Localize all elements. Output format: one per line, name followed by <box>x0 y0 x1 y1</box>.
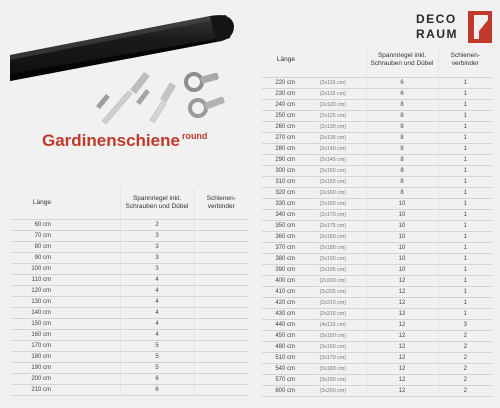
cell-split: (4x110 cm) <box>300 319 366 330</box>
cell-brackets: 8 <box>366 176 438 187</box>
cell-brackets: 12 <box>366 352 438 363</box>
cell-length: 290 cm <box>262 154 300 165</box>
table-row <box>262 198 492 209</box>
cell-length: 510 cm <box>262 352 300 363</box>
cell-length: 410 cm <box>262 286 300 297</box>
cell-connectors: 2 <box>438 341 492 352</box>
cell-length: 310 cm <box>262 176 300 187</box>
cell-split: (2x190 cm) <box>300 253 366 264</box>
cell-split: (2x200 cm) <box>300 275 366 286</box>
cell-length: 570 cm <box>262 374 300 385</box>
cell-connectors: 1 <box>438 154 492 165</box>
table-row <box>262 110 492 121</box>
cell-split: (2x110 cm) <box>300 77 366 88</box>
cell-brackets: 8 <box>366 154 438 165</box>
table-row <box>12 252 248 263</box>
cell-split <box>56 285 120 296</box>
cell-split <box>56 318 120 329</box>
cell-split: (2x120 cm) <box>300 99 366 110</box>
cell-split: (2x135 cm) <box>300 132 366 143</box>
table-row <box>262 264 492 275</box>
cell-length: 360 cm <box>262 231 300 242</box>
cell-split: (2x195 cm) <box>300 264 366 275</box>
cell-length: 450 cm <box>262 330 300 341</box>
cell-brackets: 4 <box>120 296 194 307</box>
column-header-connectors: Schienen-verbinder <box>194 187 248 219</box>
cell-brackets: 8 <box>366 110 438 121</box>
cell-length: 320 cm <box>262 187 300 198</box>
cell-split <box>56 307 120 318</box>
table-row <box>12 340 248 351</box>
cell-split: (2x115 cm) <box>300 88 366 99</box>
column-header-brackets: Spannriegel inkl. Schrauben und Dübel <box>366 44 438 77</box>
cell-brackets: 12 <box>366 385 438 396</box>
cell-brackets: 10 <box>366 220 438 231</box>
cell-connectors: 1 <box>438 275 492 286</box>
cell-connectors: 1 <box>438 143 492 154</box>
cell-length: 390 cm <box>262 264 300 275</box>
cell-connectors: 1 <box>438 110 492 121</box>
cell-split: (2x215 cm) <box>300 308 366 319</box>
table-row <box>12 329 248 340</box>
cell-brackets: 2 <box>120 219 194 230</box>
cell-connectors <box>194 263 248 274</box>
cell-connectors: 1 <box>438 231 492 242</box>
cell-connectors: 1 <box>438 264 492 275</box>
table-row <box>12 307 248 318</box>
cell-brackets: 12 <box>366 286 438 297</box>
cell-connectors <box>194 318 248 329</box>
table-row <box>262 132 492 143</box>
cell-split: (2x130 cm) <box>300 121 366 132</box>
cell-connectors <box>194 230 248 241</box>
cell-split: (2x160 cm) <box>300 187 366 198</box>
table-row <box>262 253 492 264</box>
column-header-spacer <box>56 187 120 219</box>
cell-length: 250 cm <box>262 110 300 121</box>
cell-length: 420 cm <box>262 297 300 308</box>
cell-brackets: 12 <box>366 363 438 374</box>
mounting-bracket-icon <box>190 96 225 116</box>
table-row <box>12 263 248 274</box>
cell-brackets: 10 <box>366 264 438 275</box>
table-header-row <box>262 44 492 77</box>
table-row <box>262 319 492 330</box>
cell-length: 210 cm <box>12 384 56 395</box>
cell-brackets: 12 <box>366 374 438 385</box>
table-row <box>12 219 248 230</box>
cell-split <box>56 373 120 384</box>
cell-length: 260 cm <box>262 121 300 132</box>
cell-split: (2x145 cm) <box>300 154 366 165</box>
mounting-bracket-icon <box>186 72 219 90</box>
cell-split: (2x185 cm) <box>300 242 366 253</box>
cell-brackets: 3 <box>120 263 194 274</box>
cell-connectors: 1 <box>438 176 492 187</box>
column-header-length: Länge <box>12 187 56 219</box>
cell-length: 340 cm <box>262 209 300 220</box>
cell-brackets: 4 <box>120 285 194 296</box>
cell-length: 370 cm <box>262 242 300 253</box>
table-row <box>12 318 248 329</box>
cell-connectors <box>194 329 248 340</box>
table-row <box>262 330 492 341</box>
cell-length: 330 cm <box>262 198 300 209</box>
cell-length: 180 cm <box>12 351 56 362</box>
cell-length: 440 cm <box>262 319 300 330</box>
cell-connectors <box>194 340 248 351</box>
table-row <box>262 242 492 253</box>
cell-split <box>56 274 120 285</box>
cell-connectors <box>194 219 248 230</box>
cell-connectors: 1 <box>438 88 492 99</box>
cell-brackets: 4 <box>120 329 194 340</box>
cell-connectors: 1 <box>438 242 492 253</box>
cell-brackets: 12 <box>366 308 438 319</box>
column-header-brackets: Spannriegel inkl. Schrauben und Dübel <box>120 187 194 219</box>
cell-brackets: 8 <box>366 165 438 176</box>
cell-connectors <box>194 296 248 307</box>
cell-brackets: 8 <box>366 99 438 110</box>
cell-split: (2x210 cm) <box>300 297 366 308</box>
cell-connectors <box>194 274 248 285</box>
cell-length: 230 cm <box>262 88 300 99</box>
cell-connectors: 1 <box>438 198 492 209</box>
table-row <box>262 176 492 187</box>
cell-connectors: 1 <box>438 297 492 308</box>
cell-split <box>56 252 120 263</box>
cell-connectors: 1 <box>438 77 492 88</box>
cell-brackets: 10 <box>366 253 438 264</box>
table-row <box>12 351 248 362</box>
cell-length: 270 cm <box>262 132 300 143</box>
cell-length: 70 cm <box>12 230 56 241</box>
table-row <box>12 384 248 395</box>
cell-connectors: 2 <box>438 363 492 374</box>
table-row <box>12 285 248 296</box>
cell-split: (2x170 cm) <box>300 209 366 220</box>
table-row <box>262 209 492 220</box>
cell-connectors <box>194 307 248 318</box>
table-row <box>262 297 492 308</box>
column-header-length: Länge <box>262 44 300 77</box>
cell-connectors: 2 <box>438 374 492 385</box>
curtain-rail-image <box>10 8 258 136</box>
table-row <box>262 286 492 297</box>
length-table-short <box>12 187 248 396</box>
cell-split: (3x160 cm) <box>300 341 366 352</box>
cell-split <box>56 329 120 340</box>
product-photo <box>10 8 258 136</box>
cell-connectors: 1 <box>438 165 492 176</box>
cell-connectors: 2 <box>438 385 492 396</box>
cell-length: 480 cm <box>262 341 300 352</box>
table-row <box>262 374 492 385</box>
cell-connectors: 1 <box>438 209 492 220</box>
cell-length: 110 cm <box>12 274 56 285</box>
cell-split: (2x165 cm) <box>300 198 366 209</box>
cell-split: (3x180 cm) <box>300 363 366 374</box>
table-row <box>262 275 492 286</box>
length-table-long <box>262 44 492 397</box>
cell-length: 350 cm <box>262 220 300 231</box>
cell-brackets: 3 <box>120 230 194 241</box>
cell-length: 120 cm <box>12 285 56 296</box>
cell-brackets: 4 <box>120 307 194 318</box>
cell-length: 150 cm <box>12 318 56 329</box>
cell-length: 130 cm <box>12 296 56 307</box>
cell-connectors: 1 <box>438 308 492 319</box>
cell-brackets: 5 <box>120 340 194 351</box>
table-row <box>262 99 492 110</box>
product-name: Gardinenschiene <box>42 131 180 150</box>
cell-brackets: 10 <box>366 231 438 242</box>
cell-brackets: 12 <box>366 341 438 352</box>
cell-brackets: 12 <box>366 319 438 330</box>
cell-split: (2x175 cm) <box>300 220 366 231</box>
cell-connectors: 1 <box>438 253 492 264</box>
cell-brackets: 12 <box>366 275 438 286</box>
cell-brackets: 4 <box>120 318 194 329</box>
cell-split <box>56 263 120 274</box>
cell-split <box>56 384 120 395</box>
table-row <box>262 363 492 374</box>
cell-connectors: 1 <box>438 220 492 231</box>
table-header-row <box>12 187 248 219</box>
cell-brackets: 10 <box>366 198 438 209</box>
cell-length: 60 cm <box>12 219 56 230</box>
table-row <box>12 274 248 285</box>
cell-length: 90 cm <box>12 252 56 263</box>
cell-connectors <box>194 252 248 263</box>
cell-brackets: 8 <box>366 121 438 132</box>
cell-brackets: 5 <box>120 351 194 362</box>
cell-split: (3x150 cm) <box>300 330 366 341</box>
cell-length: 170 cm <box>12 340 56 351</box>
cell-length: 300 cm <box>262 165 300 176</box>
product-title <box>42 131 207 151</box>
column-header-spacer <box>300 44 366 77</box>
table-row <box>262 220 492 231</box>
cell-length: 430 cm <box>262 308 300 319</box>
table-row <box>12 296 248 307</box>
table-row <box>262 143 492 154</box>
table-row <box>262 231 492 242</box>
cell-length: 540 cm <box>262 363 300 374</box>
cell-split <box>56 219 120 230</box>
table-row <box>262 187 492 198</box>
cell-connectors: 1 <box>438 121 492 132</box>
column-header-connectors: Schienen-verbinder <box>438 44 492 77</box>
cell-split: (2x125 cm) <box>300 110 366 121</box>
logo-line-1: DECO <box>416 12 457 26</box>
cell-split: (3x170 cm) <box>300 352 366 363</box>
table-row <box>12 230 248 241</box>
cell-split: (3x200 cm) <box>300 385 366 396</box>
cell-length: 380 cm <box>262 253 300 264</box>
table-row <box>12 373 248 384</box>
cell-split <box>56 351 120 362</box>
table-row <box>262 88 492 99</box>
table-row <box>262 352 492 363</box>
cell-split: (3x190 cm) <box>300 374 366 385</box>
cell-split <box>56 296 120 307</box>
table-row <box>262 154 492 165</box>
wall-plug-icon <box>136 82 176 123</box>
logo-line-2: RAUM <box>416 27 458 41</box>
cell-length: 80 cm <box>12 241 56 252</box>
cell-connectors: 2 <box>438 352 492 363</box>
cell-brackets: 6 <box>120 384 194 395</box>
cell-brackets: 3 <box>120 241 194 252</box>
table-row <box>262 308 492 319</box>
cell-brackets: 8 <box>366 132 438 143</box>
cell-brackets: 8 <box>366 187 438 198</box>
cell-brackets: 12 <box>366 330 438 341</box>
cell-connectors: 3 <box>438 319 492 330</box>
cell-length: 140 cm <box>12 307 56 318</box>
cell-connectors: 1 <box>438 132 492 143</box>
table-row <box>262 385 492 396</box>
cell-connectors <box>194 351 248 362</box>
cell-brackets: 6 <box>366 88 438 99</box>
table-row <box>12 241 248 252</box>
cell-brackets: 8 <box>366 143 438 154</box>
cell-length: 600 cm <box>262 385 300 396</box>
cell-split: (2x140 cm) <box>300 143 366 154</box>
cell-length: 280 cm <box>262 143 300 154</box>
cell-connectors <box>194 362 248 373</box>
cell-brackets: 10 <box>366 242 438 253</box>
cell-length: 190 cm <box>12 362 56 373</box>
cell-brackets: 10 <box>366 209 438 220</box>
cell-length: 100 cm <box>12 263 56 274</box>
cell-length: 200 cm <box>12 373 56 384</box>
cell-connectors: 1 <box>438 187 492 198</box>
cell-connectors <box>194 285 248 296</box>
cell-split <box>56 230 120 241</box>
cell-brackets: 5 <box>120 362 194 373</box>
brand-logo <box>416 10 492 44</box>
cell-length: 400 cm <box>262 275 300 286</box>
cell-connectors <box>194 241 248 252</box>
cell-brackets: 12 <box>366 297 438 308</box>
cell-split: (2x180 cm) <box>300 231 366 242</box>
cell-brackets: 6 <box>366 77 438 88</box>
cell-connectors: 1 <box>438 286 492 297</box>
table-row <box>262 165 492 176</box>
product-variant: round <box>181 131 208 141</box>
cell-length: 220 cm <box>262 77 300 88</box>
cell-split <box>56 362 120 373</box>
cell-connectors: 1 <box>438 99 492 110</box>
cell-connectors <box>194 373 248 384</box>
cell-length: 160 cm <box>12 329 56 340</box>
table-row <box>262 121 492 132</box>
cell-split <box>56 241 120 252</box>
table-row <box>262 341 492 352</box>
table-row <box>262 77 492 88</box>
cell-connectors <box>194 384 248 395</box>
cell-split <box>56 340 120 351</box>
cell-brackets: 6 <box>120 373 194 384</box>
cell-split: (2x205 cm) <box>300 286 366 297</box>
logo-mark-icon <box>468 11 492 43</box>
cell-brackets: 3 <box>120 252 194 263</box>
cell-split: (2x155 cm) <box>300 176 366 187</box>
cell-connectors: 2 <box>438 330 492 341</box>
cell-length: 240 cm <box>262 99 300 110</box>
cell-split: (2x150 cm) <box>300 165 366 176</box>
table-row <box>12 362 248 373</box>
cell-brackets: 4 <box>120 274 194 285</box>
